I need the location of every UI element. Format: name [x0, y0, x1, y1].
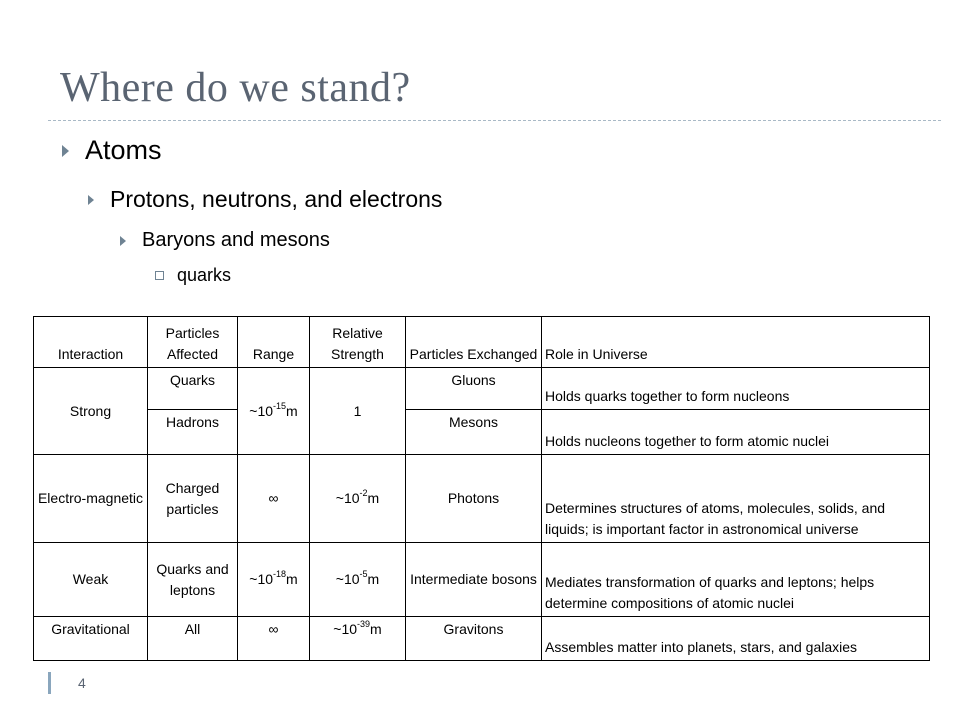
strength-exponent: -2 [359, 488, 368, 499]
bullet-level-1 [62, 135, 162, 166]
cell-range: ∞ [238, 617, 310, 661]
cell-affected: All [148, 617, 238, 661]
strength-exponent: -39 [357, 619, 371, 630]
table-row-strong-1 [34, 368, 930, 410]
cell-strength [310, 455, 406, 543]
cell-role: Holds nucleons together to form atomic nuclei [542, 410, 930, 455]
strength-base: ~10 [335, 490, 360, 506]
bullet-arrow-icon [88, 195, 94, 205]
cell-interaction: Strong [34, 368, 148, 455]
bullet-level-3 [120, 229, 330, 252]
table-row-gravitational [34, 617, 930, 661]
bullet-arrow-icon [62, 145, 69, 157]
cell-strength [310, 617, 406, 661]
table-row-electromagnetic [34, 455, 930, 543]
page-number: 4 [78, 675, 86, 691]
bullet-square-icon [155, 271, 164, 280]
cell-interaction: Electro-magnetic [34, 455, 148, 543]
cell-affected: Charged particles [148, 455, 238, 543]
strength-exponent: -5 [359, 569, 368, 580]
strength-unit: m [367, 490, 380, 506]
title-divider [48, 120, 941, 121]
bullet-text-baryons: Baryons and mesons [142, 229, 330, 251]
bullet-arrow-icon [120, 236, 126, 246]
cell-range: ∞ [238, 455, 310, 543]
bullet-level-2 [88, 186, 442, 213]
cell-interaction: Gravitational [34, 617, 148, 661]
range-exponent: -18 [273, 569, 287, 580]
cell-role: Determines structures of atoms, molecules, solids, and liquids; is important factor in astronomical universe [542, 455, 930, 543]
header-particles-exchanged: Particles Exchanged [406, 317, 542, 368]
cell-role: Holds quarks together to form nucleons [542, 368, 930, 410]
forces-table [33, 316, 930, 661]
strength-unit: m [367, 571, 380, 587]
range-unit: m [286, 571, 298, 587]
strength-unit: m [370, 621, 382, 637]
table-header-row [34, 317, 930, 368]
cell-range [238, 368, 310, 455]
cell-affected: Quarks and leptons [148, 543, 238, 617]
header-role: Role in Universe [542, 317, 930, 368]
cell-exchanged: Photons [406, 455, 542, 543]
cell-exchanged: Gravitons [406, 617, 542, 661]
cell-exchanged: Intermediate bosons [406, 543, 542, 617]
cell-range [238, 543, 310, 617]
table-row-weak [34, 543, 930, 617]
cell-strength: 1 [310, 368, 406, 455]
range-base: ~10 [249, 571, 274, 587]
range-exponent: -15 [273, 400, 287, 411]
strength-base: ~10 [335, 571, 360, 587]
range-base: ~10 [249, 402, 274, 419]
cell-exchanged: Gluons [406, 368, 542, 410]
slide-title: Where do we stand? [60, 65, 411, 111]
bullet-text-particles: Protons, neutrons, and electrons [110, 186, 443, 212]
header-range: Range [238, 317, 310, 368]
strength-base: ~10 [333, 621, 358, 637]
bullet-text-quarks: quarks [177, 265, 232, 285]
cell-interaction: Weak [34, 543, 148, 617]
range-unit: m [286, 402, 298, 419]
bullet-level-4 [155, 265, 231, 286]
header-particles-affected: Particles Affected [148, 317, 238, 368]
cell-role: Mediates transformation of quarks and leptons; helps determine compositions of atomic nuclei [542, 543, 930, 617]
cell-affected: Hadrons [148, 410, 238, 455]
bullet-text-atoms: Atoms [85, 135, 162, 165]
cell-strength [310, 543, 406, 617]
page-number-accent [48, 672, 51, 694]
header-relative-strength: Relative Strength [310, 317, 406, 368]
table-row-strong-2 [34, 410, 930, 455]
cell-affected: Quarks [148, 368, 238, 410]
cell-exchanged: Mesons [406, 410, 542, 455]
header-interaction: Interaction [34, 317, 148, 368]
cell-role: Assembles matter into planets, stars, and galaxies [542, 617, 930, 661]
